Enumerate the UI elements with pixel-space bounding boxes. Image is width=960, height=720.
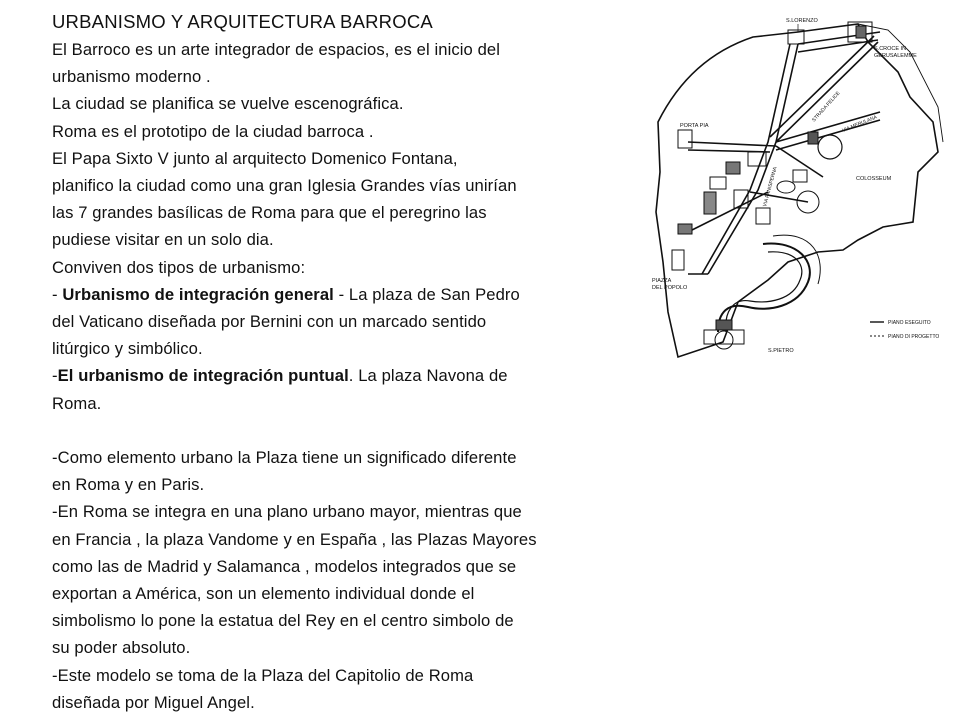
paragraph-line: litúrgico y simbólico.: [52, 339, 203, 359]
bullet-rest: - La plaza de San Pedro: [333, 284, 520, 304]
legend-piano-eseguito: PIANO ESEGUITO: [888, 320, 931, 326]
label-piazza: DEL POPOLO: [652, 285, 688, 291]
bold-term: El urbanismo de integración puntual: [57, 366, 349, 386]
paragraph-line: las 7 grandes basílicas de Roma para que el peregrino las: [52, 203, 487, 223]
paragraph-line: Roma.: [52, 393, 102, 413]
bullet-prefix: -: [52, 366, 58, 386]
urbanism-type-puntual: [52, 362, 604, 389]
paragraph-line: como las de Madrid y Salamanca , modelos integrados que se: [52, 556, 517, 576]
city-wall: [656, 24, 938, 357]
paragraph-line: en Roma y en Paris.: [52, 475, 205, 495]
paragraph-line: El Papa Sixto V junto al arquitecto Domenico Fontana,: [52, 148, 458, 168]
paragraph-line: pudiese visitar en un solo dia.: [52, 230, 274, 250]
paragraph-line: del Vaticano diseñada por Bernini con un marcado sentido: [52, 312, 487, 332]
paragraph-line: en Francia , la plaza Vandome y en España , las Plazas Mayores: [52, 529, 537, 549]
paragraph-line: La ciudad se planifica se vuelve escenográfica.: [52, 94, 404, 114]
paragraph-line: exportan a América, son un elemento individual donde el: [52, 584, 475, 604]
street-network: [688, 32, 880, 274]
blank-line: [52, 417, 604, 444]
paragraph-line: Roma es el prototipo de la ciudad barroca .: [52, 121, 374, 141]
page-title: URBANISMO Y ARQUITECTURA BARROCA: [52, 11, 433, 32]
paragraph-line: su poder absoluto.: [52, 638, 191, 658]
label-s-pietro: S.PIETRO: [768, 348, 794, 354]
paragraph-line: -Este modelo se toma de la Plaza del Capitolio de Roma: [52, 665, 474, 685]
paragraph-line: El Barroco es un arte integrador de espacios, es el inicio del: [52, 40, 501, 59]
paragraph-line: Conviven dos tipos de urbanismo:: [52, 257, 306, 277]
paragraph-line: simbolismo lo pone la estatua del Rey en el centro simbolo de: [52, 611, 514, 631]
label-piazza: PIAZZA: [652, 278, 672, 284]
bold-term: Urbanismo de integración general: [62, 284, 334, 304]
label-s-croce: GERUSALEMME: [874, 53, 917, 59]
label-s-lorenzo: S.LORENZO: [786, 18, 818, 24]
text-column: [52, 8, 604, 716]
tiber-river-bank: [726, 252, 802, 332]
rome-sixtus-plan-map: [648, 12, 948, 372]
urbanism-type-general: [52, 281, 604, 308]
paragraph-line: -Como elemento urbano la Plaza tiene un significado diferente: [52, 448, 517, 468]
label-via-merulana: VIA MERULANA: [841, 114, 879, 134]
paragraph-line: planifico la ciudad como una gran Iglesia Grandes vías unirían: [52, 176, 517, 196]
label-strada-felice: STRADA FELICE: [811, 90, 842, 124]
label-porta-pia: PORTA PIA: [680, 123, 709, 129]
bullet-rest: . La plaza Navona de: [348, 366, 508, 386]
label-s-croce: S.CROCE IN: [874, 46, 907, 52]
colosseum-shape: [818, 135, 842, 159]
label-via-panisperna: VIA PANISPERNA: [762, 166, 779, 208]
bullet-prefix: -: [52, 284, 63, 304]
legend-piano-progetto: PIANO DI PROGETTO: [888, 334, 940, 340]
stadium-shape: [777, 181, 795, 193]
label-colosseum: COLOSSEUM: [856, 176, 892, 182]
paragraph-line: urbanismo moderno .: [52, 67, 211, 87]
paragraph-line: -En Roma se integra en una plano urbano mayor, mientras que: [52, 502, 522, 522]
paragraph-line: diseñada por Miguel Angel.: [52, 692, 255, 712]
